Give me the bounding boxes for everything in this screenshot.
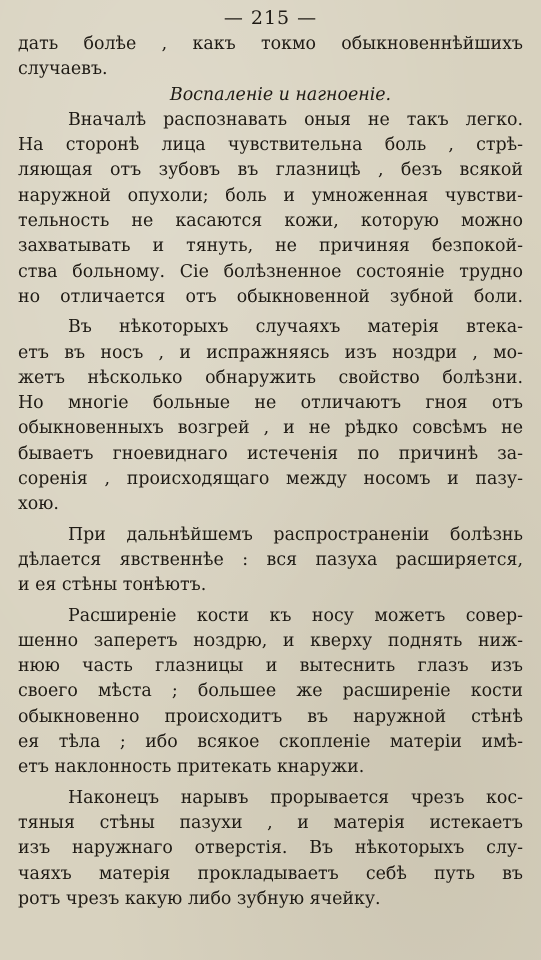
text-line: дать болѣе , какъ токмо обыкновеннѣйшихъ — [18, 34, 523, 54]
text-line: Наконецъ нарывъ прорывается чрезъ кос- — [68, 787, 523, 808]
text-line: етъ въ носъ , и испражняясь изъ ноздри , мо- — [18, 342, 523, 363]
text-line: случаевъ. — [18, 59, 108, 80]
page-number: — 215 — — [223, 7, 318, 29]
text-line: Въ нѣкоторыхъ случаяхъ матерія втека- — [68, 317, 523, 338]
text-line: ляющая отъ зубовъ въ глазницѣ , безъ всякой — [18, 160, 523, 181]
text-line: тельность не касаются кожи, которую можно — [18, 211, 523, 232]
text-line: бываетъ гноевиднаго истеченія по причинѣ за- — [18, 443, 523, 464]
text-line: етъ наклонность притекать кнаружи. — [18, 757, 365, 778]
text-line: ства больному. Сіе болѣзненное состояніе трудно — [18, 261, 523, 282]
section-heading: Воспаленіе и нагноеніе. — [169, 84, 392, 105]
text-line: Вначалѣ распознавать оныя не такъ легко. — [68, 109, 523, 130]
text-line: изъ наружнаго отверстія. Въ нѣкоторыхъ слу- — [18, 838, 523, 859]
text-line: наружной опухоли; боль и умноженная чувстви- — [18, 185, 523, 206]
text-line: Но многіе больные не отличаютъ гноя отъ — [18, 393, 523, 414]
text-line: обыкновенно происходитъ въ наружной стѣнѣ — [18, 706, 523, 727]
text-line: дѣлается явственнѣе : вся пазуха расширяется, — [18, 549, 523, 570]
text-line: ея тѣла ; ибо всякое скопленіе матеріи имѣ- — [18, 732, 523, 753]
text-line: На сторонѣ лица чувствительна боль , стрѣ- — [18, 135, 523, 156]
text-line: но отличается отъ обыкновенной зубной боли. — [18, 286, 523, 307]
text-line: чаяхъ матерія прокладываетъ себѣ путь въ — [18, 863, 523, 884]
text-line: нюю часть глазницы и вытеснить глазъ изъ — [18, 656, 523, 677]
text-line: При дальнѣйшемъ распространеніи болѣзнь — [68, 524, 523, 545]
text-line: ротъ чрезъ какую либо зубную ячейку. — [18, 888, 381, 909]
page-text — [18, 32, 523, 912]
text-line: соренія , происходящаго между носомъ и пазу- — [18, 469, 523, 490]
text-line: Расширеніе кости къ носу можетъ совер- — [68, 605, 523, 626]
text-line: своего мѣста ; большее же расширеніе кости — [18, 681, 523, 702]
text-line: шенно заперетъ ноздрю, и кверху поднять ниж- — [18, 630, 523, 651]
text-line: и ея стѣны тонѣютъ. — [18, 575, 207, 596]
text-line: обыкновенныхъ возгрей , и не рѣдко совсѣмъ не — [18, 418, 523, 439]
text-line: захватывать и тянуть, не причиняя безпокой- — [18, 236, 523, 257]
text-line: жетъ нѣсколько обнаружить свойство болѣзни. — [18, 367, 523, 388]
text-line: хою. — [18, 494, 59, 515]
text-line: тяныя стѣны пазухи , и матерія истекаетъ — [18, 812, 523, 833]
